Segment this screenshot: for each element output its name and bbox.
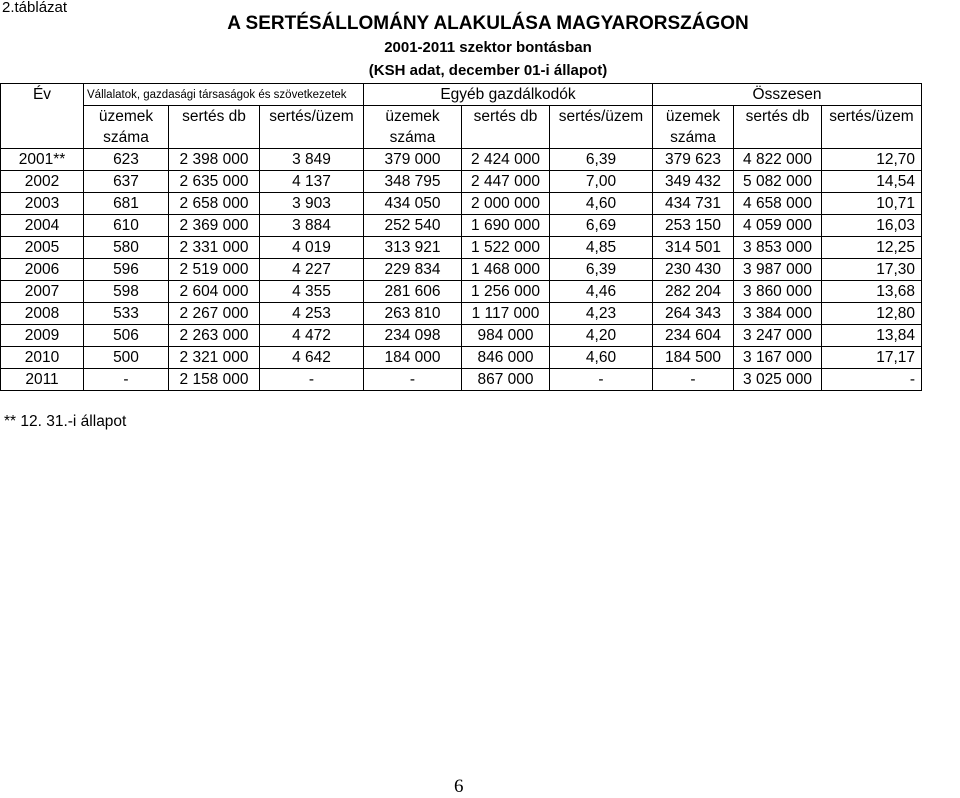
header-year-spacer [1, 127, 84, 149]
cell-pigs-total: 3 247 000 [734, 325, 822, 347]
cell-per-farm-other: 4,23 [550, 303, 653, 325]
cell-per-farm-total: 12,70 [822, 149, 922, 171]
header-pigs-3: sertés db [734, 106, 822, 128]
cell-farms-companies: 610 [84, 215, 169, 237]
header-per-farm-1: sertés/üzem [260, 106, 364, 128]
header-per-farm-3: sertés/üzem [822, 106, 922, 128]
header-row-groups [1, 84, 922, 106]
footnote: ** 12. 31.-i állapot [4, 413, 127, 430]
cell-pigs-total: 3 987 000 [734, 259, 822, 281]
cell-pigs-companies: 2 321 000 [169, 347, 260, 369]
cell-farms-other: - [364, 369, 462, 391]
header-farms-3-line2: száma [653, 127, 734, 149]
cell-farms-other: 263 810 [364, 303, 462, 325]
cell-per-farm-total: 10,71 [822, 193, 922, 215]
cell-per-farm-companies: 3 884 [260, 215, 364, 237]
cell-year: 2004 [1, 215, 84, 237]
cell-farms-total: - [653, 369, 734, 391]
cell-per-farm-companies: 4 137 [260, 171, 364, 193]
table-row [1, 303, 922, 325]
cell-pigs-total: 3 853 000 [734, 237, 822, 259]
cell-per-farm-other: 4,85 [550, 237, 653, 259]
cell-pigs-companies: 2 369 000 [169, 215, 260, 237]
cell-pigs-companies: 2 158 000 [169, 369, 260, 391]
cell-pigs-other: 2 000 000 [462, 193, 550, 215]
cell-farms-total: 434 731 [653, 193, 734, 215]
cell-year: 2009 [1, 325, 84, 347]
cell-year: 2007 [1, 281, 84, 303]
header-row-columns-1 [1, 106, 922, 128]
cell-per-farm-other: 6,69 [550, 215, 653, 237]
table-row [1, 193, 922, 215]
page-number: 6 [454, 776, 464, 797]
cell-farms-total: 314 501 [653, 237, 734, 259]
cell-per-farm-companies: 3 849 [260, 149, 364, 171]
cell-farms-other: 434 050 [364, 193, 462, 215]
cell-farms-companies: 681 [84, 193, 169, 215]
header-pigs-3-spacer [734, 127, 822, 149]
cell-per-farm-other: 4,46 [550, 281, 653, 303]
cell-per-farm-companies: 4 355 [260, 281, 364, 303]
cell-year: 2005 [1, 237, 84, 259]
table-row [1, 149, 922, 171]
subtitle: 2001-2011 szektor bontásban [384, 39, 592, 56]
cell-pigs-other: 846 000 [462, 347, 550, 369]
table-row [1, 281, 922, 303]
cell-farms-companies: 500 [84, 347, 169, 369]
table-row [1, 325, 922, 347]
header-pigs-1-spacer [169, 127, 260, 149]
cell-farms-other: 281 606 [364, 281, 462, 303]
cell-farms-other: 252 540 [364, 215, 462, 237]
page-title: A SERTÉSÁLLOMÁNY ALAKULÁSA MAGYARORSZÁGON [227, 13, 749, 34]
cell-farms-companies: 598 [84, 281, 169, 303]
cell-farms-companies: 506 [84, 325, 169, 347]
cell-pigs-total: 4 658 000 [734, 193, 822, 215]
cell-pigs-other: 1 690 000 [462, 215, 550, 237]
cell-year: 2008 [1, 303, 84, 325]
cell-farms-total: 264 343 [653, 303, 734, 325]
cell-farms-other: 313 921 [364, 237, 462, 259]
cell-pigs-companies: 2 604 000 [169, 281, 260, 303]
cell-farms-total: 234 604 [653, 325, 734, 347]
header-farms-3: üzemek [653, 106, 734, 128]
cell-pigs-companies: 2 263 000 [169, 325, 260, 347]
subtitle-source: (KSH adat, december 01-i állapot) [368, 62, 608, 79]
cell-year: 2003 [1, 193, 84, 215]
header-year-spacer [1, 106, 84, 128]
cell-per-farm-total: - [822, 369, 922, 391]
cell-pigs-companies: 2 658 000 [169, 193, 260, 215]
cell-per-farm-other: 6,39 [550, 149, 653, 171]
cell-year: 2011 [1, 369, 84, 391]
cell-per-farm-total: 17,17 [822, 347, 922, 369]
cell-pigs-other: 984 000 [462, 325, 550, 347]
cell-pigs-total: 3 167 000 [734, 347, 822, 369]
cell-farms-companies: - [84, 369, 169, 391]
cell-pigs-other: 1 256 000 [462, 281, 550, 303]
header-farms-2-line2: száma [364, 127, 462, 149]
header-per-farm-3-spacer [822, 127, 922, 149]
cell-farms-companies: 580 [84, 237, 169, 259]
header-group-other: Egyéb gazdálkodók [364, 84, 653, 106]
cell-farms-other: 234 098 [364, 325, 462, 347]
cell-per-farm-companies: 4 019 [260, 237, 364, 259]
cell-pigs-other: 867 000 [462, 369, 550, 391]
cell-pigs-companies: 2 635 000 [169, 171, 260, 193]
header-pigs-2-spacer [462, 127, 550, 149]
cell-farms-total: 253 150 [653, 215, 734, 237]
table-row [1, 347, 922, 369]
cell-farms-total: 282 204 [653, 281, 734, 303]
table-row [1, 171, 922, 193]
header-per-farm-1-spacer [260, 127, 364, 149]
pig-stock-table [0, 83, 922, 391]
cell-pigs-total: 3 860 000 [734, 281, 822, 303]
cell-farms-companies: 623 [84, 149, 169, 171]
cell-farms-other: 379 000 [364, 149, 462, 171]
cell-pigs-total: 3 025 000 [734, 369, 822, 391]
table-row [1, 259, 922, 281]
cell-pigs-total: 5 082 000 [734, 171, 822, 193]
cell-pigs-other: 1 468 000 [462, 259, 550, 281]
cell-per-farm-companies: 3 903 [260, 193, 364, 215]
cell-pigs-companies: 2 267 000 [169, 303, 260, 325]
cell-per-farm-total: 13,84 [822, 325, 922, 347]
cell-farms-companies: 533 [84, 303, 169, 325]
cell-per-farm-companies: 4 227 [260, 259, 364, 281]
cell-farms-other: 348 795 [364, 171, 462, 193]
cell-per-farm-companies: 4 253 [260, 303, 364, 325]
cell-pigs-total: 3 384 000 [734, 303, 822, 325]
table-row [1, 369, 922, 391]
cell-pigs-companies: 2 519 000 [169, 259, 260, 281]
cell-per-farm-companies: 4 472 [260, 325, 364, 347]
cell-pigs-other: 2 424 000 [462, 149, 550, 171]
cell-year: 2006 [1, 259, 84, 281]
header-farms-1-line2: száma [84, 127, 169, 149]
cell-pigs-companies: 2 331 000 [169, 237, 260, 259]
header-pigs-1: sertés db [169, 106, 260, 128]
cell-farms-companies: 596 [84, 259, 169, 281]
header-per-farm-2-spacer [550, 127, 653, 149]
cell-per-farm-other: 4,60 [550, 347, 653, 369]
cell-per-farm-other: 7,00 [550, 171, 653, 193]
cell-per-farm-other: 4,20 [550, 325, 653, 347]
header-year: Év [1, 84, 84, 106]
cell-pigs-total: 4 822 000 [734, 149, 822, 171]
cell-farms-other: 229 834 [364, 259, 462, 281]
cell-year: 2002 [1, 171, 84, 193]
table-row [1, 215, 922, 237]
cell-farms-companies: 637 [84, 171, 169, 193]
cell-farms-other: 184 000 [364, 347, 462, 369]
cell-year: 2001** [1, 149, 84, 171]
cell-per-farm-other: 6,39 [550, 259, 653, 281]
cell-pigs-other: 1 522 000 [462, 237, 550, 259]
header-pigs-2: sertés db [462, 106, 550, 128]
table-label: 2.táblázat [2, 0, 68, 16]
cell-year: 2010 [1, 347, 84, 369]
cell-farms-total: 349 432 [653, 171, 734, 193]
cell-per-farm-total: 12,80 [822, 303, 922, 325]
cell-pigs-companies: 2 398 000 [169, 149, 260, 171]
cell-per-farm-companies: - [260, 369, 364, 391]
cell-farms-total: 379 623 [653, 149, 734, 171]
cell-farms-total: 230 430 [653, 259, 734, 281]
cell-per-farm-total: 16,03 [822, 215, 922, 237]
header-farms-2: üzemek [364, 106, 462, 128]
cell-farms-total: 184 500 [653, 347, 734, 369]
cell-per-farm-total: 13,68 [822, 281, 922, 303]
header-group-total: Összesen [653, 84, 922, 106]
header-farms-1: üzemek [84, 106, 169, 128]
header-group-companies: Vállalatok, gazdasági társaságok és szövetkezetek [84, 84, 364, 106]
cell-per-farm-other: - [550, 369, 653, 391]
cell-per-farm-total: 14,54 [822, 171, 922, 193]
cell-per-farm-total: 17,30 [822, 259, 922, 281]
cell-pigs-other: 2 447 000 [462, 171, 550, 193]
table-row [1, 237, 922, 259]
cell-pigs-total: 4 059 000 [734, 215, 822, 237]
header-per-farm-2: sertés/üzem [550, 106, 653, 128]
cell-per-farm-other: 4,60 [550, 193, 653, 215]
cell-per-farm-total: 12,25 [822, 237, 922, 259]
header-row-columns-2 [1, 127, 922, 149]
cell-pigs-other: 1 117 000 [462, 303, 550, 325]
cell-per-farm-companies: 4 642 [260, 347, 364, 369]
